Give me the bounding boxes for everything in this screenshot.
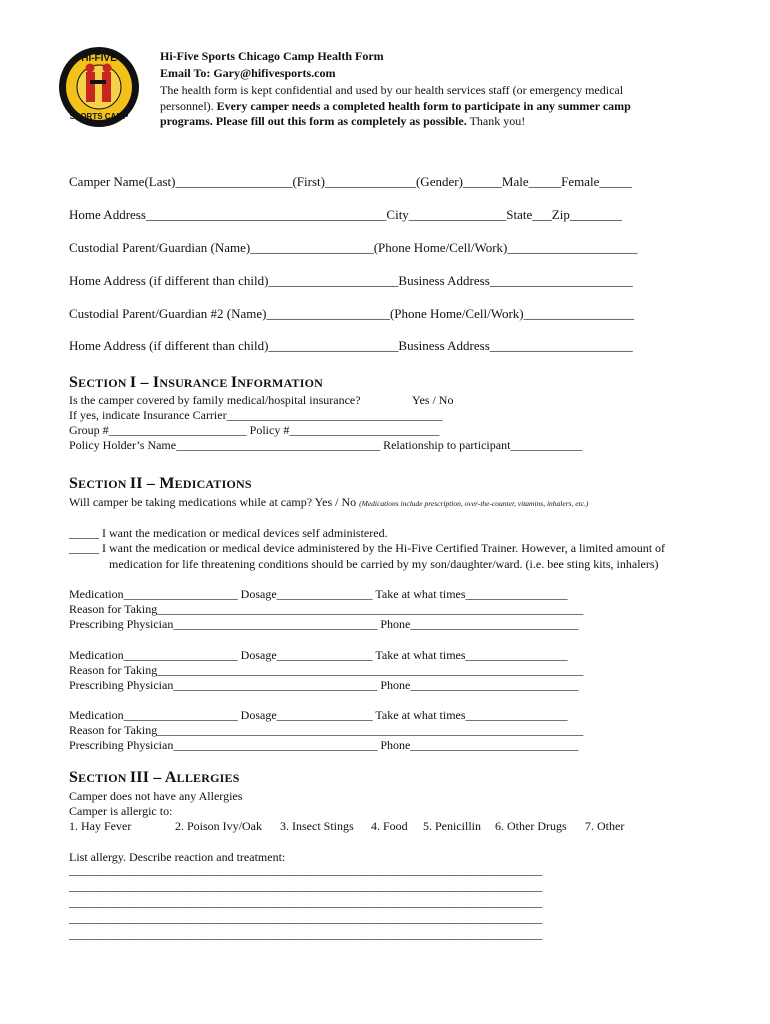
medication-note: (Medications include prescription, over-the-counter, vitamins, inhalers, etc.) bbox=[359, 499, 589, 508]
allergy-hay-fever[interactable]: 1. Hay Fever bbox=[69, 819, 132, 833]
reason-1-line[interactable]: Reason for Taking_______________________________________________________________________ bbox=[69, 602, 584, 616]
allergy-blank-line[interactable]: ______________________________________________________________________________________ bbox=[69, 911, 542, 925]
allergy-blank-line[interactable]: ______________________________________________________________________________________ bbox=[69, 895, 542, 909]
intro-line-2a: personnel). bbox=[160, 99, 214, 113]
medication-1-line[interactable]: Medication___________________ Dosage________________ Take at what times_________________ bbox=[69, 587, 568, 601]
allergy-insect-stings[interactable]: 3. Insect Stings bbox=[280, 819, 354, 833]
allergy-poison-ivy[interactable]: 2. Poison Ivy/Oak bbox=[175, 819, 262, 833]
section-2-title: SECTION II – MEDICATIONS bbox=[69, 475, 252, 492]
trainer-administer-option-cont: medication for life threatening conditions should be carried by my son/daughter/ward. (i.e. bee sting kits, inhalers) bbox=[109, 557, 659, 571]
reason-3-line[interactable]: Reason for Taking_______________________________________________________________________ bbox=[69, 723, 584, 737]
insurance-carrier-line[interactable]: If yes, indicate Insurance Carrier____________________________________ bbox=[69, 408, 443, 422]
allergy-blank-line[interactable]: ______________________________________________________________________________________ bbox=[69, 879, 542, 893]
guardian-2-line[interactable]: Custodial Parent/Guardian #2 (Name)___________________(Phone Home/Cell/Work)_________________ bbox=[69, 306, 635, 321]
email-line: Email To: Gary@hifivesports.com bbox=[160, 66, 336, 80]
allergy-describe-lines bbox=[69, 863, 614, 942]
reason-2-line[interactable]: Reason for Taking_______________________________________________________________________ bbox=[69, 663, 584, 677]
section-3-title: SECTION III – ALLERGIES bbox=[69, 769, 240, 786]
intro-line-3a: programs. Please fill out this form as completely as possible. bbox=[160, 114, 467, 128]
physician-1-line[interactable]: Prescribing Physician__________________________________ Phone____________________________ bbox=[69, 617, 579, 631]
no-allergies-option[interactable]: Camper does not have any Allergies bbox=[69, 789, 243, 803]
trainer-administer-option[interactable]: _____ I want the medication or medical device administered by the Hi-Five Certified Trainer. However, a limited amount of bbox=[69, 541, 666, 555]
logo-top-text: HI-FIVE bbox=[81, 53, 117, 64]
physician-3-line[interactable]: Prescribing Physician__________________________________ Phone____________________________ bbox=[69, 738, 579, 752]
home-address-line[interactable]: Home Address_____________________________________City_______________State___Zip________ bbox=[69, 207, 622, 222]
self-administer-option[interactable]: _____ I want the medication or medical devices self administered. bbox=[69, 526, 388, 540]
allergic-to-label: Camper is allergic to: bbox=[69, 804, 173, 818]
allergy-blank-line[interactable]: ______________________________________________________________________________________ bbox=[69, 927, 542, 941]
allergy-food[interactable]: 4. Food bbox=[371, 819, 408, 833]
intro-line-2b: Every camper needs a completed health form to participate in any summer camp bbox=[216, 99, 631, 113]
physician-2-line[interactable]: Prescribing Physician__________________________________ Phone____________________________ bbox=[69, 678, 579, 692]
insurance-yes-no[interactable]: Yes / No bbox=[412, 393, 454, 407]
allergy-other[interactable]: 7. Other bbox=[585, 819, 625, 833]
medication-question-text[interactable]: Will camper be taking medications while at camp? Yes / No bbox=[69, 495, 357, 509]
policy-holder-line[interactable]: Policy Holder’s Name__________________________________ Relationship to participant____________ bbox=[69, 438, 583, 452]
section-1-title: SECTION I – INSURANCE INFORMATION bbox=[69, 374, 324, 391]
guardian-1-address-line[interactable]: Home Address (if different than child)____________________Business Address______________________ bbox=[69, 273, 633, 288]
intro-line-2 bbox=[160, 98, 631, 114]
medication-3-line[interactable]: Medication___________________ Dosage________________ Take at what times_________________ bbox=[69, 708, 568, 722]
intro-line-3b: Thank you! bbox=[469, 114, 526, 128]
allergy-penicillin[interactable]: 5. Penicillin bbox=[423, 819, 481, 833]
medication-2-line[interactable]: Medication___________________ Dosage________________ Take at what times_________________ bbox=[69, 648, 568, 662]
allergy-describe-label: List allergy. Describe reaction and treatment: bbox=[69, 850, 286, 864]
logo-bottom-text: SPORTS CAMP bbox=[69, 112, 129, 121]
camper-name-line[interactable]: Camper Name(Last)__________________(First)______________(Gender)______Male_____Female_____ bbox=[69, 174, 632, 189]
intro-line-3 bbox=[160, 113, 525, 129]
hi-five-logo bbox=[58, 46, 140, 128]
form-title: Hi-Five Sports Chicago Camp Health Form bbox=[160, 49, 384, 63]
guardian-1-line[interactable]: Custodial Parent/Guardian (Name)___________________(Phone Home/Cell/Work)____________________ bbox=[69, 240, 638, 255]
insurance-question: Is the camper covered by family medical/hospital insurance? bbox=[69, 393, 361, 407]
allergy-other-drugs[interactable]: 6. Other Drugs bbox=[495, 819, 567, 833]
intro-line-1: The health form is kept confidential and used by our health services staff (or emergency medical bbox=[160, 83, 624, 97]
guardian-2-address-line[interactable]: Home Address (if different than child)____________________Business Address______________________ bbox=[69, 338, 633, 353]
medication-question bbox=[69, 495, 588, 510]
group-policy-line[interactable]: Group #_______________________ Policy #_________________________ bbox=[69, 423, 440, 437]
allergy-blank-line[interactable]: ______________________________________________________________________________________ bbox=[69, 863, 542, 877]
